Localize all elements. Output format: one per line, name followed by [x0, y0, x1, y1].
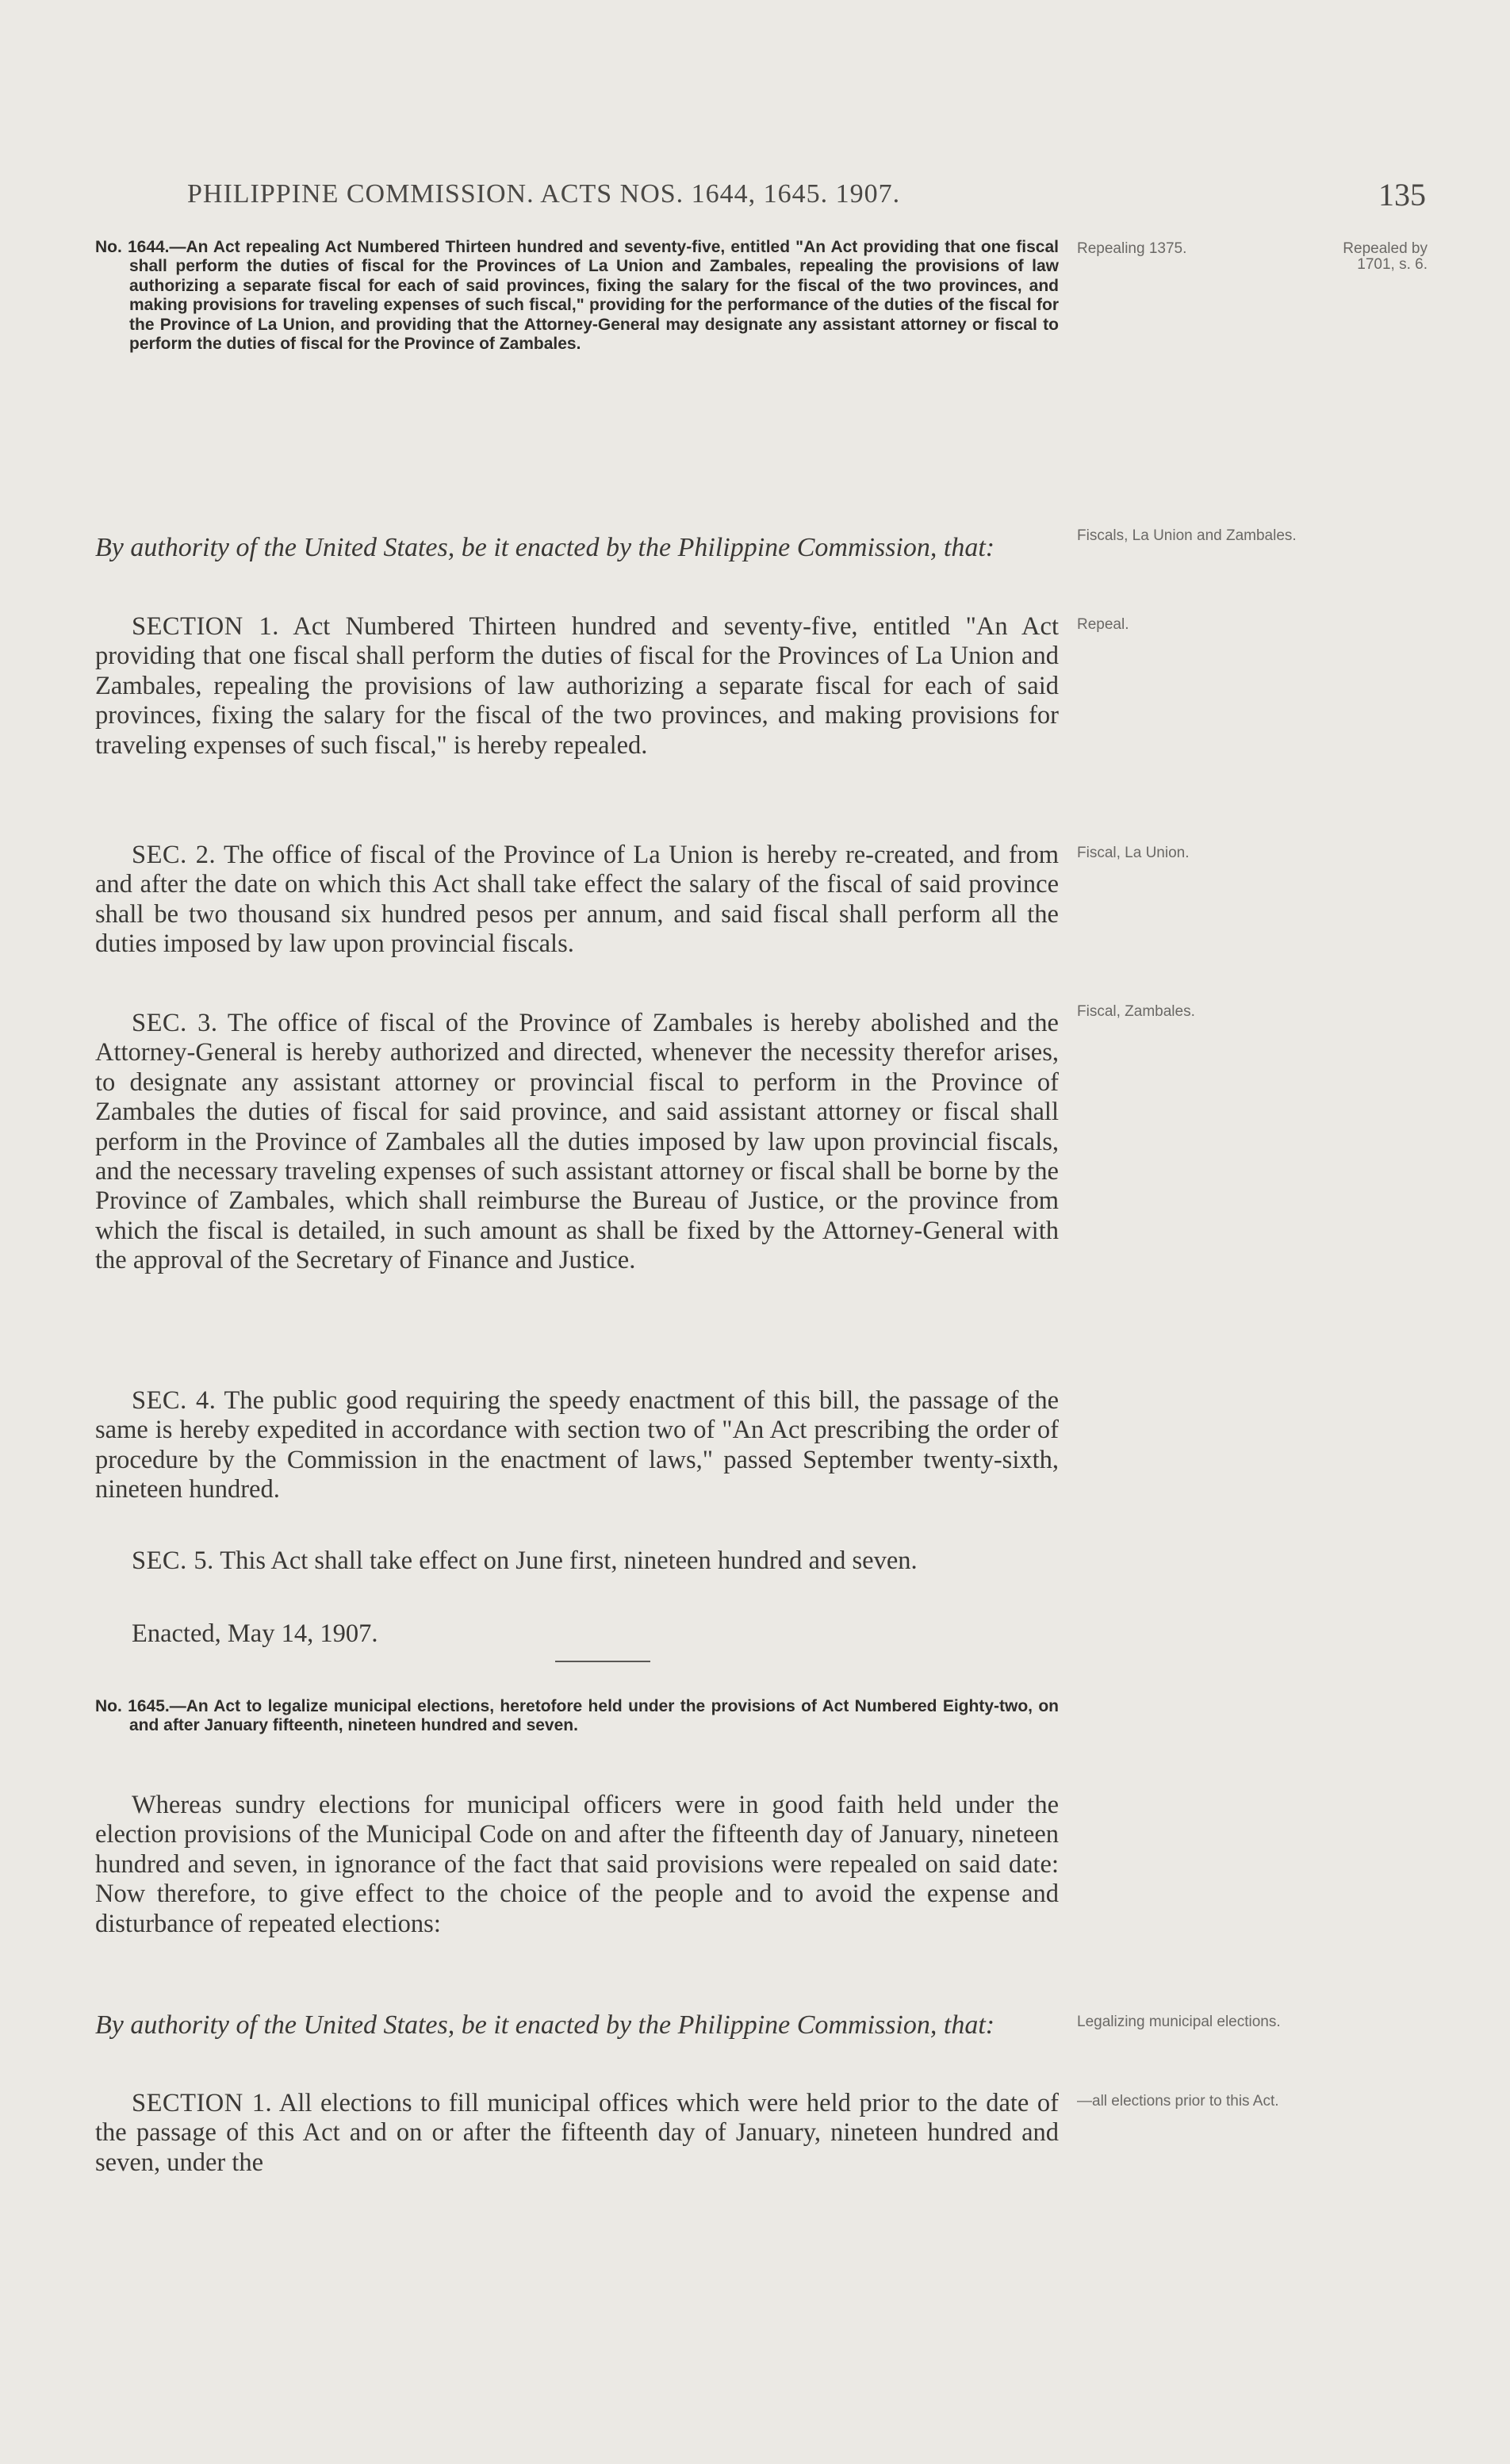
margin-note-fiscal-zambales: Fiscal, Zambales.: [1077, 1003, 1195, 1020]
act-1644-heading: No. 1644.—An Act repealing Act Numbered Thirteen hundred and seventy-five, entitled "An Act providing that one fiscal shall perform the duties of fiscal for the Provinces of La Union and Zambales, repealing the provisions of law authorizing a separate fiscal for each of said provinces, fixing the salary for the fiscal of the two provinces, and making provisions for traveling expenses of such fiscal," providing for the performance of the duties of the fiscal for the Province of La Union, and providing that the Attorney-General may designate any assistant attorney or fiscal to perform the duties of fiscal for the Province of Zambales.: [95, 238, 1059, 354]
act-1644-heading-block: [95, 238, 1059, 354]
page-number: 135: [1378, 177, 1426, 213]
margin-note-repealing: Repealing 1375.: [1077, 240, 1187, 257]
section-text: The public good requiring the speedy enactment of this bill, the passage of the same is hereby expedited in accordance with section two of "An Act prescribing the order of procedure by the Commission in the enactment of laws," passed September twenty-sixth, nineteen hundred.: [95, 1386, 1059, 1504]
act-1644-section-1: [95, 612, 1059, 761]
act-1644-section-5: [95, 1546, 1059, 1576]
act-1645-heading: No. 1645.—An Act to legalize municipal elections, heretofore held under the provisions of Act Numbered Eighty-two, on and after January fifteenth, nineteen hundred and seven.: [95, 1697, 1059, 1735]
act-1644-enacted-block: [95, 1619, 1059, 1649]
act-1644-enacting-block: [95, 533, 1059, 563]
margin-note-repeal: Repeal.: [1077, 616, 1129, 633]
act-1645-heading-block: [95, 1697, 1059, 1736]
act-1645-preamble-block: [95, 1791, 1059, 1939]
section-text: This Act shall take effect on June first, nineteen hundred and seven.: [213, 1546, 918, 1575]
running-head: PHILIPPINE COMMISSION. ACTS NOS. 1644, 1645. 1907.: [187, 179, 901, 209]
section-label: SEC. 4.: [132, 1386, 217, 1415]
margin-note-fiscals: Fiscals, La Union and Zambales.: [1077, 527, 1297, 544]
section-label: SECTION 1.: [132, 612, 279, 641]
act-1645-enacting-clause: By authority of the United States, be it enacted by the Philippine Commission, that:: [95, 2010, 995, 2040]
section-label: SEC. 3.: [132, 1009, 218, 1037]
act-1645-enacting-block: [95, 2010, 1059, 2041]
section-text: The office of fiscal of the Province of Zambales is hereby abolished and the Attorney-General is hereby authorized and directed, whenever the necessity therefor arises, to designate any assistant attorney or provincial fiscal to perform in the Province of Zambales the duties of fiscal for said province, and said assistant attorney or fiscal shall perform in the Province of Zambales all the duties imposed by law upon provincial fiscals, and the necessary traveling expenses of such assistant attorney or fiscal shall be borne by the Province of Zambales, which shall reimburse the Bureau of Justice, or the province from which the fiscal is detailed, in such amount as shall be fixed by the Attorney-General with the approval of the Secretary of Finance and Justice.: [95, 1009, 1059, 1275]
margin-note-fiscal-la-union: Fiscal, La Union.: [1077, 845, 1190, 861]
section-label: SECTION 1.: [132, 2089, 273, 2117]
act-1644-enacting-clause: By authority of the United States, be it enacted by the Philippine Commission, that:: [95, 533, 995, 562]
section-label: SEC. 2.: [132, 841, 217, 869]
act-1644-section-2: [95, 841, 1059, 960]
act-1644-enacted-date: Enacted, May 14, 1907.: [132, 1619, 378, 1648]
section-text: The office of fiscal of the Province of La Union is hereby re-created, and from and after the date on which this Act shall take effect the salary of the fiscal of said province shall be two thousand six hundred pesos per annum, and said fiscal shall perform all the duties imposed by law upon provincial fiscals.: [95, 841, 1059, 959]
section-text: All elections to fill municipal offices which were held prior to the date of the passage of this Act and on or after the fifteenth day of January, nineteen hundred and seven, under the: [95, 2089, 1059, 2177]
margin-note-repealed-by: Repealed by 1701, s. 6.: [1343, 240, 1428, 273]
act-1645-preamble: Whereas sundry elections for municipal officers were in good faith held under the election provisions of the Municipal Code on and after the fifteenth day of January, nineteen hundred and seven, in ignorance of the fact that said provisions were repealed on said date: Now therefore, to give effect to the choice of the people and to avoid the expense and disturbance of repeated elections:: [95, 1791, 1059, 1938]
margin-note-all-elections: —all elections prior to this Act.: [1077, 2093, 1279, 2110]
act-1644-section-4: [95, 1386, 1059, 1505]
act-1644-section-3: [95, 1009, 1059, 1276]
section-label: SEC. 5.: [132, 1546, 214, 1575]
section-divider: [555, 1661, 650, 1662]
section-text: Act Numbered Thirteen hundred and seventy-five, entitled "An Act providing that one fiscal shall perform the duties of fiscal for the Provinces of La Union and Zambales, repealing the provisions of law authorizing a separate fiscal for each of said provinces, fixing the salary for the fiscal of the two provinces, and making provisions for traveling expenses of such fiscal," is hereby repealed.: [95, 612, 1059, 760]
act-1645-section-1: [95, 2089, 1059, 2178]
margin-note-legalizing: Legalizing municipal elections.: [1077, 2014, 1281, 2030]
